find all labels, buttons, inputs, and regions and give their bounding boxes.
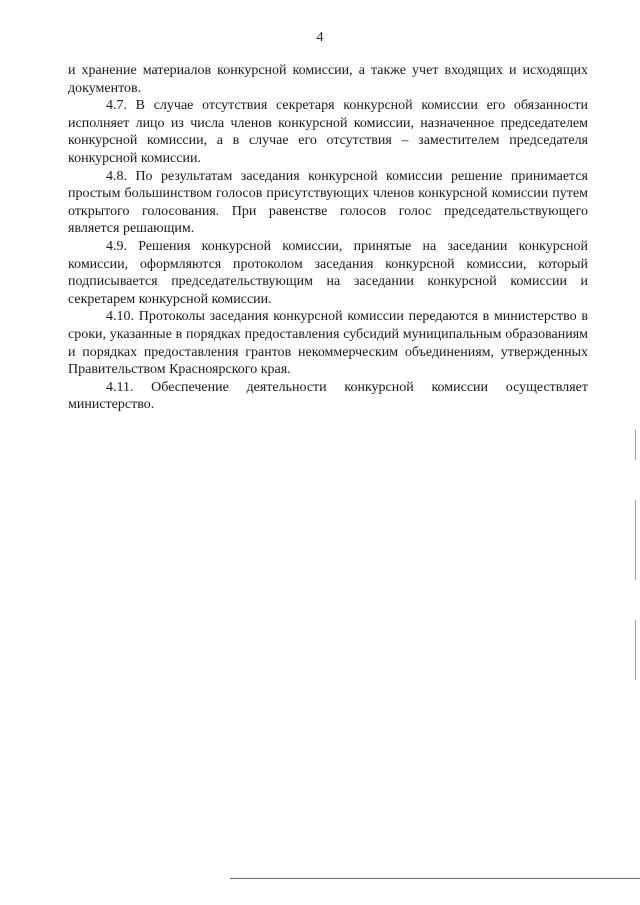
paragraph-4-8: 4.8. По результатам заседания конкурсной комиссии решение принимается простым большинством голосов присутствующих членов конкурсной комиссии путем открытого голосования. При равенстве голосов голос председательствующего является решающим.: [68, 168, 588, 237]
scan-edge-mark: [635, 430, 636, 460]
document-body: [68, 62, 588, 414]
paragraph-4-10: 4.10. Протоколы заседания конкурсной комиссии передаются в министерство в сроки, указанные в порядках предоставления субсидий муниципальным образованиям и порядках предоставления грантов некоммерческим объединениям, утвержденных Правительством Красноярского края.: [68, 309, 588, 378]
scan-bottom-line: [230, 878, 640, 879]
scan-edge-mark: [635, 620, 636, 680]
scan-edge-mark: [635, 500, 636, 580]
paragraph-4-7: 4.7. В случае отсутствия секретаря конкурсной комиссии его обязанности исполняет лицо из числа членов конкурсной комиссии, назначенное председателем конкурсной комиссии, а в случае его отсутствия – заместителем председателя конкурсной комиссии.: [68, 98, 588, 166]
page-number: 4: [316, 30, 324, 45]
paragraph-continuation: и хранение материалов конкурсной комиссии, а также учет входящих и исходящих документов.: [68, 63, 588, 96]
paragraph-4-11: 4.11. Обеспечение деятельности конкурсной комиссии осуществляет министерство.: [68, 379, 588, 413]
paragraph-4-9: 4.9. Решения конкурсной комиссии, принятые на заседании конкурсной комиссии, оформляются протоколом заседания конкурсной комиссии, который подписывается председательствующим на заседании конкурсной комиссии и секретарем конкурсной комиссии.: [68, 238, 588, 307]
